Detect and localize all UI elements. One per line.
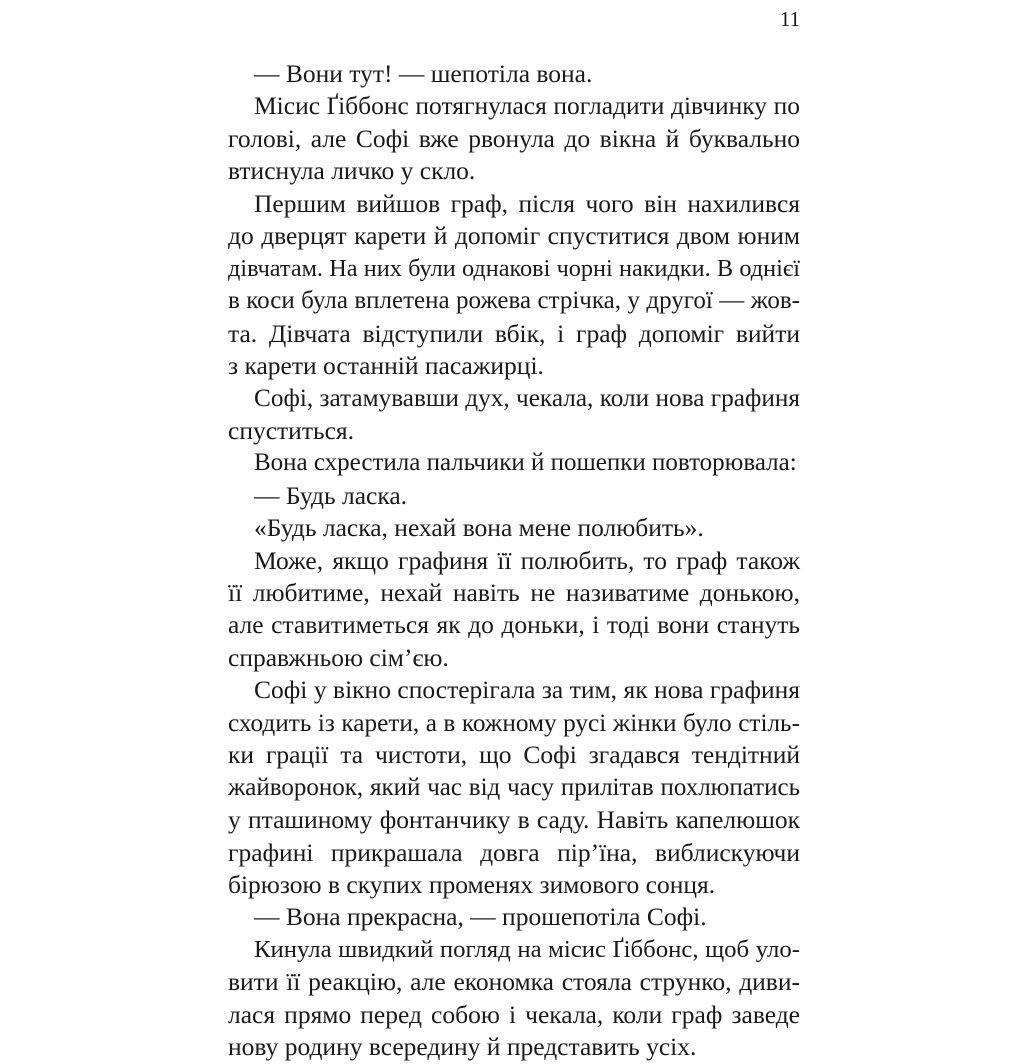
text-line: Кинула швидкий погляд на місис Ґіббонс, щоб уло- [254, 935, 800, 963]
text-line: в коси була вплетена рожева стрічка, у другої — жов- [228, 287, 800, 315]
text-line: Першим вийшов граф, після чого він нахилився [254, 188, 800, 218]
text-line: жайворонок, який час від часу прилітав похлюпатись [228, 773, 800, 801]
text-line: Може, якщо графиня її полюбить, то граф також [254, 545, 800, 575]
text-line: — Вона прекрасна, — прошепотіла Софі. [254, 902, 707, 932]
text-line: Софі у вікно спостерігала за тим, як нова графиня [254, 675, 800, 705]
page-number: 11 [779, 7, 801, 31]
text-line: справжньою сім’єю. [228, 642, 449, 672]
text-line: бірюзою в скупих променях зимового сонця. [228, 869, 716, 899]
text-line: вити її реакцію, але економка стояла струнко, диви- [228, 967, 800, 997]
text-line: до дверцят карети й допоміг спуститися двом юним [228, 221, 800, 251]
text-line: дівчатам. На них були однакові чорні накидки. В однієї [228, 254, 800, 282]
text-line: — Будь ласка. [254, 480, 408, 510]
text-line: та. Дівчата відступили вбік, і граф допоміг вийти [228, 318, 800, 348]
text-line: спуститься. [228, 415, 355, 445]
text-line: голові, але Софі вже рвонула до вікна й буквально [228, 123, 800, 153]
text-line: Вона схрестила пальчики й пошепки повторювала: [254, 449, 797, 477]
text-line: з карети останній пасажирці. [228, 350, 544, 380]
text-line: нову родину всередину й представить усіх. [228, 1032, 697, 1062]
body-text [228, 58, 800, 1064]
text-line: Місис Ґіббонс потягнулася погладити дівчинку по [254, 91, 800, 121]
text-line: сходить із карети, а в кожному русі жінки було стіль- [228, 708, 800, 737]
text-line: втиснула личко у скло. [228, 156, 476, 186]
text-line: Софі, затамувавши дух, чекала, коли нова графиня [254, 384, 800, 413]
text-line: ки грації та чистоти, що Софі згадався тендітний [228, 740, 800, 770]
text-line: лася прямо перед собою і чекала, коли граф заведе [228, 999, 800, 1029]
text-line: її любитиме, нехай навіть не називатиме донькою, [228, 578, 800, 607]
text-line: графині прикрашала довга пір’їна, виблискуючи [228, 837, 800, 867]
text-line: — Вони тут! — шепотіла вона. [254, 59, 593, 88]
text-line: у пташиному фонтанчику в саду. Навіть капелюшок [228, 805, 800, 835]
text-line: але ставитиметься як до доньки, і тоді вони стануть [228, 610, 800, 640]
text-line: «Будь ласка, нехай вона мене полюбить». [254, 513, 704, 543]
